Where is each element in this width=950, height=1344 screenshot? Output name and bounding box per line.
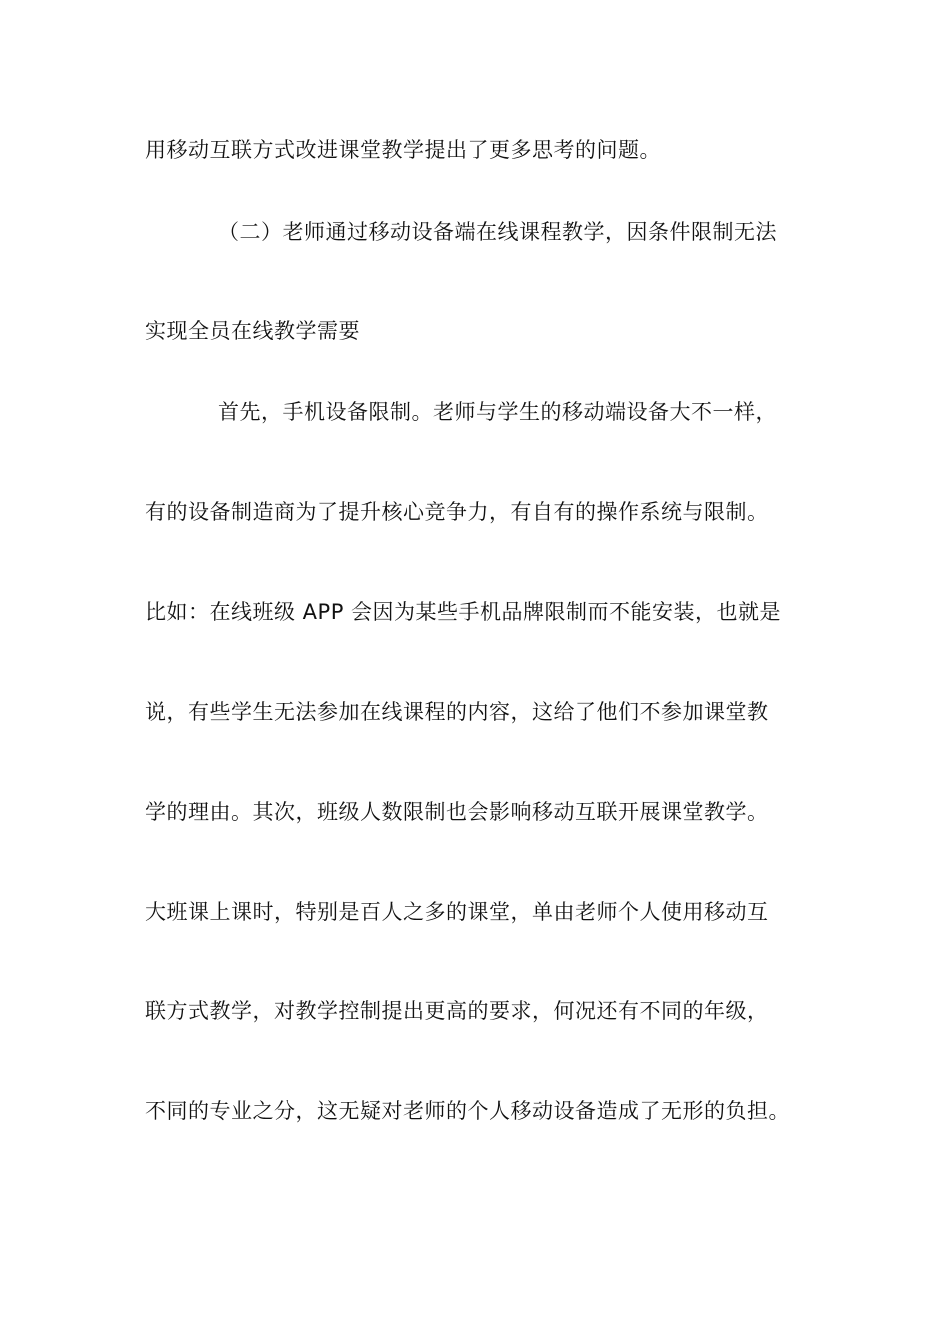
paragraph-line-6: 大班课上课时，特别是百人之多的课堂，单由老师个人使用移动互: [145, 900, 769, 924]
paragraph-line-4: 说，有些学生无法参加在线课程的内容，这给了他们不参加课堂教: [145, 700, 769, 724]
section-heading-line-2: 实现全员在线教学需要: [145, 319, 360, 343]
section-heading-line-1: （二）老师通过移动设备端在线课程教学，因条件限制无法: [218, 220, 777, 244]
paragraph-line-5: 学的理由。其次，班级人数限制也会影响移动互联开展课堂教学。: [145, 800, 769, 824]
paragraph-line-8: 不同的专业之分，这无疑对老师的个人移动设备造成了无形的负担。: [145, 1099, 790, 1123]
paragraph-line-7: 联方式教学，对教学控制提出更高的要求，何况还有不同的年级，: [145, 999, 769, 1023]
paragraph-line-3: 比如：在线班级 APP 会因为某些手机品牌限制而不能安装，也就是: [145, 600, 782, 624]
paragraph-line-1: 首先，手机设备限制。老师与学生的移动端设备大不一样，: [218, 400, 777, 424]
paragraph-line-2: 有的设备制造商为了提升核心竞争力，有自有的操作系统与限制。: [145, 500, 769, 524]
text-line-1: 用移动互联方式改进课堂教学提出了更多思考的问题。: [145, 138, 661, 162]
